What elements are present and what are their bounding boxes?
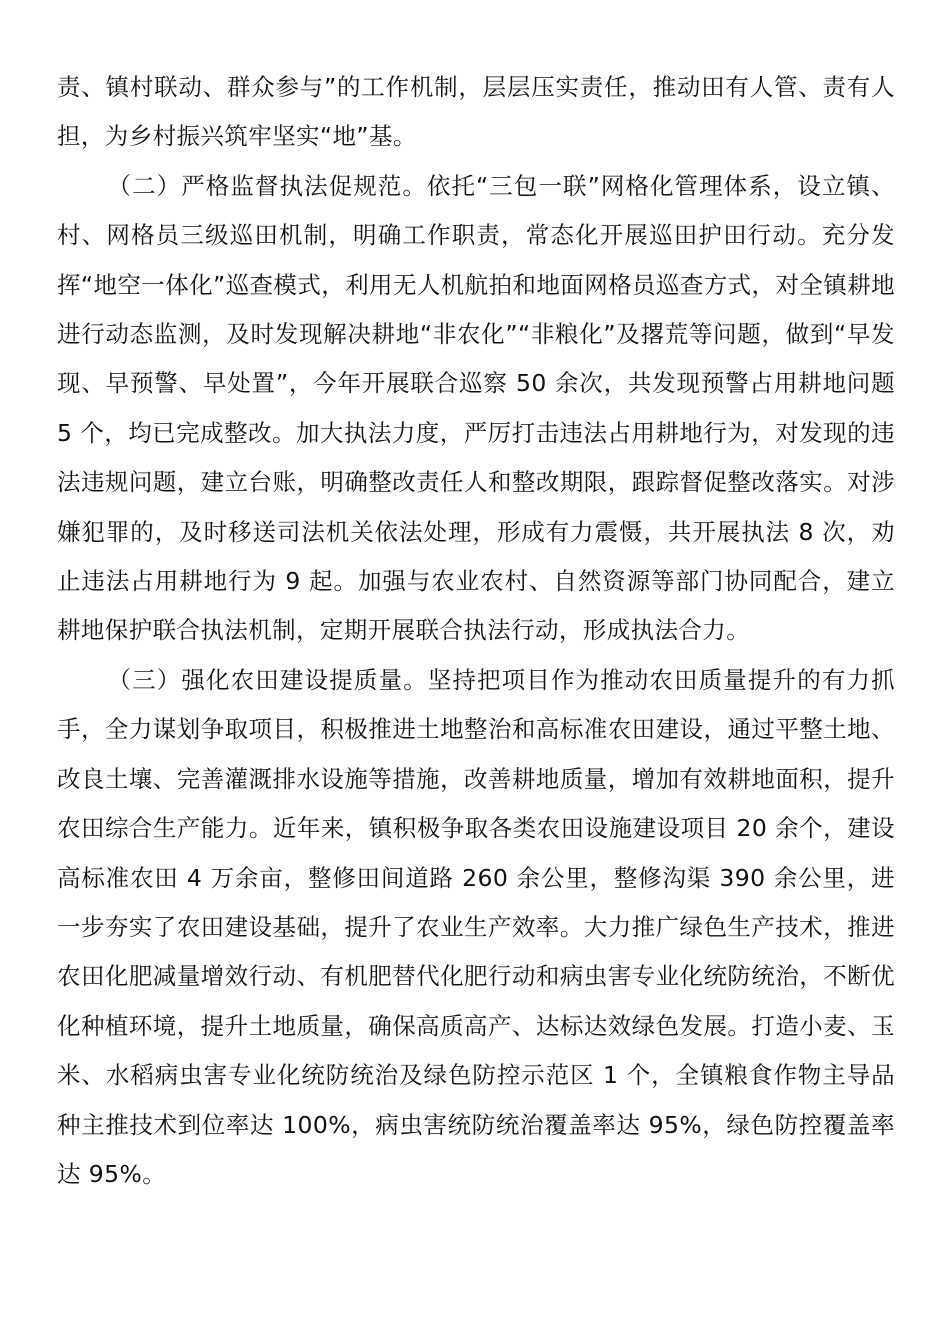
paragraph-farmland-construction: （三）强化农田建设提质量。坚持把项目作为推动农田质量提升的有力抓手，全力谋划争取项目，积极推进土地整治和高标准农田建设，通过平整土地、改良土壤、完善灌溉排水设施等措施，改善耕地质量，增加有效耕地面积，提升农田综合生产能力。近年来，镇积极争取各类农田设施建设项目 20 余个，建设高标准农田 4 万余亩，整修田间道路 260 余公里，整修沟渠 390 余公里，进一步夯实了农田建设基础，提升了农业生产效率。大力推广绿色生产技术，推进农田化肥减量增效行动、有机肥替代化肥行动和病虫害专业化统防统治，不断优化种植环境，提升土地质量，确保高质高产、达标达效绿色发展。打造小麦、玉米、水稻病虫害专业化统防统治及绿色防控示范区 1 个，全镇粮食作物主导品种主推技术到位率达 100%，病虫害统防统治覆盖率达 95%，绿色防控覆盖率达 95%。: [57, 665, 895, 1188]
document-body: [57, 63, 895, 1199]
paragraph-supervision-enforcement: （二）严格监督执法促规范。依托“三包一联”网格化管理体系，设立镇、村、网格员三级巡田机制，明确工作职责，常态化开展巡田护田行动。充分发挥“地空一体化”巡查模式，利用无人机航拍和地面网格员巡查方式，对全镇耕地进行动态监测，及时发现解决耕地“非农化”“非粮化”及撂荒等问题，做到“早发现、早预警、早处置”，今年开展联合巡察 50 余次，共发现预警占用耕地问题 5 个，均已完成整改。加大执法力度，严厉打击违法占用耕地行为，对发现的违法违规问题，建立台账，明确整改责任人和整改期限，跟踪督促整改落实。对涉嫌犯罪的，及时移送司法机关依法处理，形成有力震慑，共开展执法 8 次，劝止违法占用耕地行为 9 起。加强与农业农村、自然资源等部门协同配合，建立耕地保护联合执法机制，定期开展联合执法行动，形成执法合力。: [57, 171, 895, 645]
paragraph-continuation: 责、镇村联动、群众参与”的工作机制，层层压实责任，推动田有人管、责有人担，为乡村振兴筑牢坚实“地”基。: [57, 73, 895, 151]
